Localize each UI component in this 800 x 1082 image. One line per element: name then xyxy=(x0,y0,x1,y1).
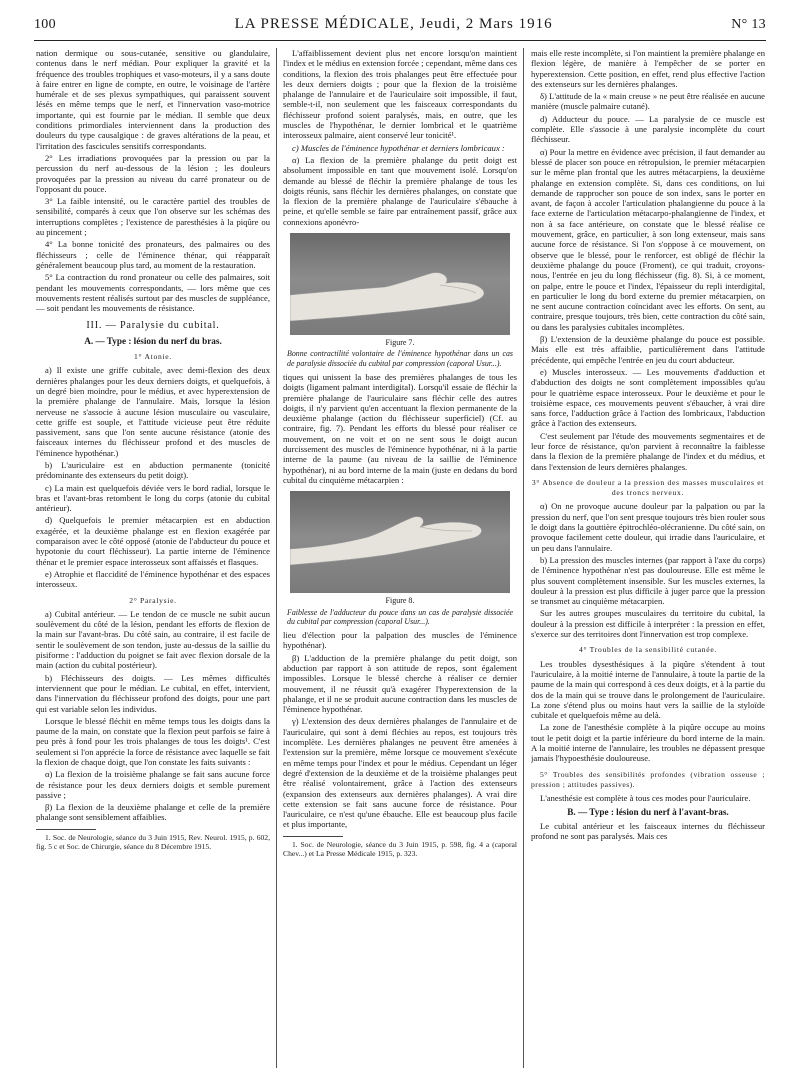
figure-7-caption: Bonne contractilité volontaire de l'éminence hypothénar dans un cas de paralysie dissociée du cubital par compression (caporal Usur...). xyxy=(287,349,513,368)
paragraph: Lorsque le blessé fléchit en même temps tous les doigts dans la paume de la main, on constate que la flexion peut parfois se faire à peu près à fond pour les trois phalanges de tous les doigts¹. C'est seulement si l'on apprécie la force de résistance avec laquelle se fait la flexion de chaque doigt, que l'on constate les faits suivants : xyxy=(36,715,270,767)
paragraph: e) Muscles interosseux. — Les mouvements d'adduction et d'abduction des doigts ne sont complètement impossibles qu'au pour le quatrième espace interosseux. Pour le deuxième et pour le troisième espace, ces mouvements peuvent s'ébaucher, à vrai dire sans force, l'adduction grâce à l'action des lombricaux, l'abduction grâce à l'action des extenseurs. xyxy=(531,366,765,429)
paragraph: La zone de l'anesthésie complète à la piqûre occupe au moins tout le petit doigt et la partie inférieure du bord interne de la main. A la moitié interne de l'annulaire, les troubles ne dépassent presque jamais l'hypoesthésie douloureuse. xyxy=(531,722,765,764)
paragraph: L'anesthésie est complète à tous ces modes pour l'auriculaire. xyxy=(540,793,751,804)
hand-illustration xyxy=(290,233,510,335)
paragraph: 5° La contraction du rond pronateur ou celle des palmaires, soit pendant les mouvements correspondants, — lors même que ces mouvements restent réalisés surtout par des muscles de suppléance, — soit pendant les mouvements de résistance. xyxy=(36,272,270,314)
paragraph: mais elle reste incomplète, si l'on maintient la première phalange en flexion légère, de manière à l'empêcher de se porter en hyperextension. Cette position, en effet, rend plus effective l'action des extenseurs sur les dernières phalanges. xyxy=(531,48,765,89)
paragraph: a) Il existe une griffe cubitale, avec demi-flexion des deux dernières phalanges pour les deux derniers doigts, et quelquefois, à un degré bien moindre, pour le médius, et avec hyperextension de la première phalange de l'annulaire. Mais, lorsque la lésion nerveuse ne s'associe à aucune lésion musculaire ou vasculaire, cette griffe est souple, et l'attitude vicieuse peut être réduite passivement, sans que l'on sente aucune résistance (atonie des faisceaux internes du fléchisseur profond et des muscles de l'éminence hypothénar.) xyxy=(36,365,270,458)
paragraph: δ) L'attitude de la « main creuse » ne peut être réalisée en aucune manière (muscle palmaire cutané). xyxy=(531,91,765,112)
column-1 xyxy=(36,48,270,1076)
figure-8-label: Figure 8. xyxy=(385,596,415,606)
footnote: 1. Soc. de Neurologie, séance du 3 Juin 1915, Rev. Neurol. 1915, p. 602, fig. 5 c et Soc. de Chirurgie, séance du 8 Décembre 1915. xyxy=(36,832,270,851)
sub-heading: 1° Atonie. xyxy=(134,352,172,362)
paragraph: Sur les autres groupes musculaires du territoire du cubital, la douleur à la pression est difficile à interpréter : la pression en effet, s'exerce sur des territoires dont l'innervation est trop complexe. xyxy=(531,608,765,640)
subsection-heading: A. — Type : lésion du nerf du bras. xyxy=(84,335,222,346)
figure-7-label: Figure 7. xyxy=(385,338,415,348)
paragraph: α) On ne provoque aucune douleur par la palpation ou par la pression du nerf, que l'on sent presque toujours très bien rouler sous le doigt dans la gouttière épitrochléo-olécranienne. Du côté sain, on provoque facilement cette douleur, qui irradie dans l'auriculaire, et un peu dans l'annulaire. xyxy=(531,501,765,553)
sub-heading: 3° Absence de douleur a la pression des masses musculaires et des troncs nerveux. xyxy=(531,477,765,498)
paragraph: c) Muscles de l'éminence hypothénar et derniers lombricaux : xyxy=(292,142,505,153)
column-2 xyxy=(283,48,517,1076)
section-heading: III. — Paralysie du cubital. xyxy=(86,320,220,332)
paragraph: α) Pour la mettre en évidence avec précision, il faut demander au blessé de placer son pouce en rétropulsion, le premier métacarpien sur le même plan frontal que les autres métacarpiens, la deuxième phalange en extension complète. Si, dans ces conditions, on lui demande de rapprocher son pouce de son index, sans le porter en avant, de façon à accoler l'articulation phalangienne du pouce à la face externe de l'articulation métacarpo-phalangienne de l'index, et non à sa face antérieure, on constate que le blessé réalise ce mouvement, grâce, en particulier, à son long extenseur, mais sans aucune force de résistance. Si l'on s'oppose à ce mouvement, on observe que le blessé, pour le renforcer, est obligé de fléchir la deuxième phalange du pouce (Froment), ce qui traduit, croyons-nous, l'entrée en jeu du long fléchisseur (fig. 8). Si, à ce moment, on palpe, entre le pouce et l'index, l'épaisseur du repli interdigital, en particulier le long du bord externe du premier métacarpien, on ne sent aucune contraction coïncidant avec les efforts. On sent, au contraire, presque toujours, très bien, cette contraction du côté sain, ou dans les paralysies cubitales incomplètes. xyxy=(531,146,765,332)
footnote-rule xyxy=(36,829,96,830)
paragraph: d) Adducteur du pouce. — La paralysie de ce muscle est complète. Elle s'associe à une paralysie incomplète du court fléchisseur. xyxy=(531,113,765,145)
footnote-rule xyxy=(283,836,343,837)
column-divider-2 xyxy=(523,48,524,1068)
figure-7-photo xyxy=(290,233,510,335)
journal-title: LA PRESSE MÉDICALE, Jeudi, 2 Mars 1916 xyxy=(234,16,553,32)
sub-heading: 5° Troubles des sensibilités profondes (vibration osseuse ; pression ; attitudes passives). xyxy=(531,769,765,789)
paragraph: 2° Les irradiations provoquées par la pression ou par la percussion du nerf au-dessous de la lésion ; les douleurs provoquées par la pression au niveau du carré pronateur ou de l'opposant du pouce. xyxy=(36,152,270,194)
figure-8 xyxy=(283,491,517,626)
paragraph: C'est seulement par l'étude des mouvements segmentaires et de leur force de résistance, qu'on parvient à reconnaître la faiblesse dans la flexion de la première phalange de l'index et du médius, et dans l'extension de leurs dernières phalanges. xyxy=(531,430,765,472)
paragraph: b) La pression des muscles internes (par rapport à l'axe du corps) de l'éminence hypothénar n'est pas douloureuse. Elle est même le plus souvent complètement insensible. Sur les muscles externes, la douleur à la pression est plus difficile à juger parce que la pression se transmet au cinquième métacarpien. xyxy=(531,554,765,607)
paragraph: Les troubles dysesthésiques à la piqûre s'étendent à tout l'auriculaire, à la moitié interne de l'annulaire, à toute la partie de la paume de la main qui correspond à ces deux doigts, et à la partie du dos de la main qui se trouve dans le prolongement de l'auriculaire. La zone s'étend plus ou moins haut vers la saillie de la styloïde cubitale et quelquefois même au delà. xyxy=(531,658,765,721)
header-rule xyxy=(34,40,766,41)
paragraph: γ) L'extension des deux dernières phalanges de l'annulaire et de l'auriculaire, qui sont à demi fléchies au repos, est toujours très incomplète. Les dernières phalanges ne peuvent être amenées à l'extension sur la première, même lorsque ce mouvement s'exécute en même temps pour l'index et pour le médius. Cependant un léger degré d'extension de la deuxième et de la troisième phalanges peut être réalisé volontairement, grâce à l'action des extenseurs (expansion des extenseurs aux dernières phalanges). A vrai dire cette extension se fait sans aucune force de résistance. Pour l'auriculaire, ce n'est qu'une ébauche. Elle est beaucoup plus facile et plus importante, xyxy=(283,716,517,830)
paragraph: Le cubital antérieur et les faisceaux internes du fléchisseur profond ne sont pas paralysés. Mais ces xyxy=(531,820,765,842)
paragraph: tiques qui unissent la base des premières phalanges de tous les doigts (ligament palmant interdigital). Lorsqu'il essaie de fléchir la première phalange de l'auriculaire sans fléchir celle des autres doigts, il n'y parvient qu'en accentuant la flexion permanente de la deuxième phalange (action du fléchisseur superficiel) (Cf. au contraire, fig. 7). Pendant les efforts du blessé pour réaliser ce mouvement, on ne voit et on ne sent sous le doigt aucun durcissement des muscles de l'éminence hypothénar, ni à la partie interne de la paume (au niveau de la saillie de l'éminence hypothénar), ni au bord interne de la main (juste en dedans du bord cubital du cinquième métacarpien : xyxy=(283,371,517,485)
paragraph: β) La flexion de la deuxième phalange et celle de la première phalange sont sensiblement affaiblies. xyxy=(36,802,270,823)
footnote: 1. Soc. de Neurologie, séance du 3 Juin 1915, p. 598, fig. 4 a (caporal Chev...) et La Presse Médicale 1915, p. 323. xyxy=(283,839,517,858)
issue-number: N° 13 xyxy=(731,17,766,32)
hand-illustration xyxy=(290,491,510,593)
sub-heading: 2° Paralysie. xyxy=(129,595,177,605)
paragraph: β) L'adduction de la première phalange du petit doigt, son abduction par rapport à son attitude de repos, sont également impossibles. Lorsque le blessé cherche à réaliser ce dernier mouvement, il ne réussit qu'à exagérer l'hyperextension de la phalange, et il ne se produit aucune contraction dans les muscles de l'éminence hypothénar. xyxy=(283,652,517,715)
page-header xyxy=(34,16,766,38)
paragraph: α) La flexion de la première phalange du petit doigt est absolument impossible en tant que mouvement isolé. Lorsqu'on demande au blessé de fléchir la première phalange de tous les doigts réunis, sans fléchir les dernières phalanges, on constate que la flexion de la première phalange de l'auriculaire s'ébauche à peine, et qu'elle semble se faire par entraînement passif, grâce aux connexions aponévro- xyxy=(283,154,517,227)
paragraph: b) L'auriculaire est en abduction permanente (tonicité prédominante des extenseurs du petit doigt). xyxy=(36,459,270,481)
paragraph: L'affaiblissement devient plus net encore lorsqu'on maintient l'index et le médius en extension forcée ; cependant, même dans ces conditions, la flexion des trois phalanges peut être effectuée pour les deux derniers doigts ; pour que la flexion de la troisième phalange de l'annulaire et de l'auriculaire soit impossible, il faut, semble-t-il, non seulement que les faisceaux correspondants du fléchisseur profond soient paralysés, mais, en outre, que les muscles de l'hypothénar, le dernier lombrical et le quatrième interosseux palmaire, aient conservé leur tonicité¹. xyxy=(283,48,517,141)
paragraph: a) Cubital antérieur. — Le tendon de ce muscle ne subit aucun soulèvement du côté de la lésion, pendant les efforts de flexion de la main sur l'avant-bras. Du côté sain, au contraire, il est facile de sentir le soulèvement de son tendon, juste au-dessus de la saillie du pisiforme : l'adduction du poignet se fait avec flexion dorsale de la main (action du cubital postérieur). xyxy=(36,608,270,671)
paragraph: α) La flexion de la troisième phalange se fait sans aucune force de résistance pour les deux derniers doigts et semble purement passive ; xyxy=(36,769,270,800)
column-3 xyxy=(531,48,765,1076)
subsection-heading: B. — Type : lésion du nerf à l'avant-bras. xyxy=(567,807,729,818)
paragraph: lieu d'élection pour la palpation des muscles de l'éminence hypothénar). xyxy=(283,630,517,651)
column-divider-1 xyxy=(276,48,277,1068)
paragraph: β) L'extension de la deuxième phalange du pouce est possible. Mais elle est très affaiblie, particulièrement dans l'attitude précédente, qui empêche l'entrée en jeu du court abducteur. xyxy=(531,334,765,365)
paragraph: c) La main est quelquefois déviée vers le bord radial, lorsque le bras et l'avant-bras retombent le long du corps (atonie du cubital antérieur). xyxy=(36,482,270,514)
paragraph: nation dermique ou sous-cutanée, sensitive ou glandulaire, contenus dans le nerf médian. Pour expliquer la gravité et la fréquence des troubles trophiques et vaso-moteurs, il y a sans doute à faire entrer en ligne de compte, en outre, le voisinage de l'artère humérale et de ses plexus sympathiques, qui paraissent souvent lésés en même temps que le nerf, et l'innervation vaso-motrice importante, qui est fournie par le médian. Il semble que deux conditions primordiales interviennent dans la production des douleurs du type causalgique : de graves altérations de la peau, et l'irritation des fascicules sensitifs correspondants. xyxy=(36,48,270,151)
figure-7 xyxy=(283,233,517,368)
figure-8-photo xyxy=(290,491,510,593)
paragraph: b) Fléchisseurs des doigts. — Les mêmes difficultés interviennent que pour le médian. Le cubital, en effet, intervient, dans l'innervation du fléchisseur profond des doigts, pour une part qui est variable selon les individus. xyxy=(36,672,270,714)
paragraph: 4° La bonne tonicité des pronateurs, des palmaires ou des fléchisseurs ; celle de l'éminence thénar, qui réapparaît généralement beaucoup plus tard, au moment de la restauration. xyxy=(36,239,270,270)
sub-heading: 4° Troubles de la sensibilité cutanée. xyxy=(578,645,718,655)
paragraph: d) Quelquefois le premier métacarpien est en abduction exagérée, et la deuxième phalange est en flexion exagérée par comparaison avec le côté opposé (atonie de l'abducteur du pouce et hypotonie du court fléchisseur). La partie interne de l'éminence thénar et le premier espace interosseux sont affaissés et flasques. xyxy=(36,515,270,567)
page-number: 100 xyxy=(34,17,56,32)
paragraph: e) Atrophie et flaccidité de l'éminence hypothénar et des espaces interosseux. xyxy=(36,568,270,590)
paragraph: 3° La faible intensité, ou le caractère partiel des troubles de sensibilité, comparés à ceux que l'on observe sur les schémas des interruptions complètes ; l'existence de paresthésies à la piqûre ou au pincement ; xyxy=(36,196,270,238)
figure-8-caption: Faiblesse de l'adducteur du pouce dans un cas de paralysie dissociée du cubital par compression (caporal Usur...). xyxy=(287,607,513,626)
